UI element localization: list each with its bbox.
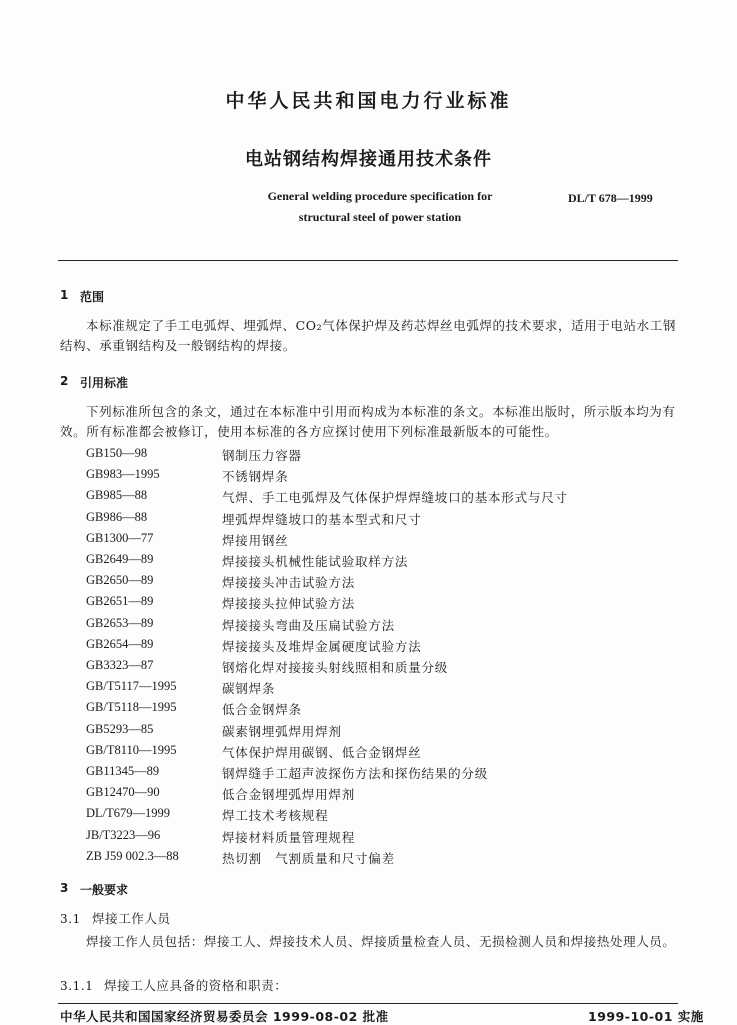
reference-code: GB2653—89 (86, 616, 154, 630)
reference-title: 碳素钢埋弧焊用焊剂 (222, 724, 342, 739)
reference-title: 钢制压力容器 (222, 448, 302, 463)
subsection-3-1-1-number: 3.1.1 (60, 979, 94, 993)
section-2-title: 引用标准 (80, 376, 129, 390)
section-1-number: 1 (60, 288, 69, 302)
section-1-text: 本标准规定了手工电弧焊、埋弧焊、CO₂气体保护焊及药芯焊丝电弧焊的技术要求，适用于电站水工钢结构、承重钢结构及一般钢结构的焊接。 (60, 318, 676, 353)
section-3-number: 3 (60, 881, 69, 895)
reference-title: 焊接接头机械性能试验取样方法 (222, 554, 409, 569)
reference-title: 气体保护焊用碳钢、低合金钢焊丝 (222, 745, 422, 760)
reference-code: GB2654—89 (86, 637, 154, 651)
section-2-number: 2 (60, 374, 69, 388)
reference-code: JB/T3223—96 (86, 828, 161, 842)
reference-title: 碳钢焊条 (222, 681, 276, 696)
reference-code: ZB J59 002.3—88 (86, 849, 179, 863)
reference-code: GB12470—90 (86, 785, 160, 799)
section-2-intro: 下列标准所包含的条文，通过在本标准中引用而构成为本标准的条文。本标准出版时，所示版本均为有效。所有标准都会被修订，使用本标准的各方应探讨使用下列标准最新版本的可能性。 (60, 404, 676, 439)
section-1-title: 范围 (80, 290, 105, 304)
reference-code: GB985—88 (86, 488, 148, 502)
reference-title: 低合金钢焊条 (222, 702, 302, 717)
reference-title: 不锈钢焊条 (222, 469, 289, 484)
reference-code: GB2651—89 (86, 594, 154, 608)
subsection-3-1-number: 3.1 (60, 912, 81, 926)
standard-code: DL/T 678—1999 (568, 191, 653, 205)
subsection-3-1-title: 焊接工作人员 (92, 911, 171, 926)
english-title-line2: structural steel of power station (298, 210, 462, 224)
reference-code: GB/T5117—1995 (86, 679, 177, 693)
reference-code: GB5293—85 (86, 722, 154, 736)
effective-date: 1999-10-01 实施 (588, 1009, 704, 1024)
reference-code: DL/T679—1999 (86, 806, 171, 820)
reference-code: GB983—1995 (86, 467, 160, 481)
reference-title: 焊工技术考核规程 (222, 808, 329, 823)
reference-title: 焊接材料质量管理规程 (222, 830, 356, 845)
reference-title: 焊接用钢丝 (222, 533, 289, 548)
reference-title: 焊接接头及堆焊金属硬度试验方法 (222, 639, 422, 654)
standard-category: 中华人民共和国电力行业标准 (225, 90, 512, 112)
reference-code: GB2649—89 (86, 552, 154, 566)
footer-divider (58, 1003, 678, 1004)
subsection-3-1-1-text: 焊接工人应具备的资格和职责： (104, 978, 288, 993)
reference-code: GB3323—87 (86, 658, 154, 672)
reference-code: GB/T8110—1995 (86, 743, 177, 757)
reference-code: GB986—88 (86, 510, 148, 524)
reference-title: 焊接接头冲击试验方法 (222, 575, 356, 590)
reference-title: 热切割 气割质量和尺寸偏差 (222, 851, 395, 866)
reference-code: GB11345—89 (86, 764, 160, 778)
reference-code: GB2650—89 (86, 573, 154, 587)
english-title-line1: General welding procedure specification for (267, 189, 493, 203)
header-divider (58, 260, 678, 261)
document-title: 电站钢结构焊接通用技术条件 (245, 149, 492, 170)
reference-code: GB/T5118—1995 (86, 700, 177, 714)
reference-title: 焊接接头弯曲及压扁试验方法 (222, 618, 395, 633)
reference-title: 气焊、手工电弧焊及气体保护焊焊缝坡口的基本形式与尺寸 (222, 490, 568, 505)
subsection-3-1-text: 焊接工作人员包括：焊接工人、焊接技术人员、焊接质量检查人员、无损检测人员和焊接热处理人员。 (86, 934, 676, 949)
reference-title: 钢焊缝手工超声波探伤方法和探伤结果的分级 (222, 766, 489, 781)
reference-title: 焊接接头拉伸试验方法 (222, 596, 356, 611)
section-3-title: 一般要求 (80, 883, 129, 897)
reference-code: GB150—98 (86, 446, 148, 460)
reference-title: 低合金钢埋弧焊用焊剂 (222, 787, 356, 802)
reference-title: 钢熔化焊对接接头射线照相和质量分级 (222, 660, 449, 675)
reference-title: 埋弧焊焊缝坡口的基本型式和尺寸 (222, 512, 422, 527)
reference-code: GB1300—77 (86, 531, 154, 545)
approval-line: 中华人民共和国国家经济贸易委员会 1999-08-02 批准 (60, 1009, 389, 1024)
